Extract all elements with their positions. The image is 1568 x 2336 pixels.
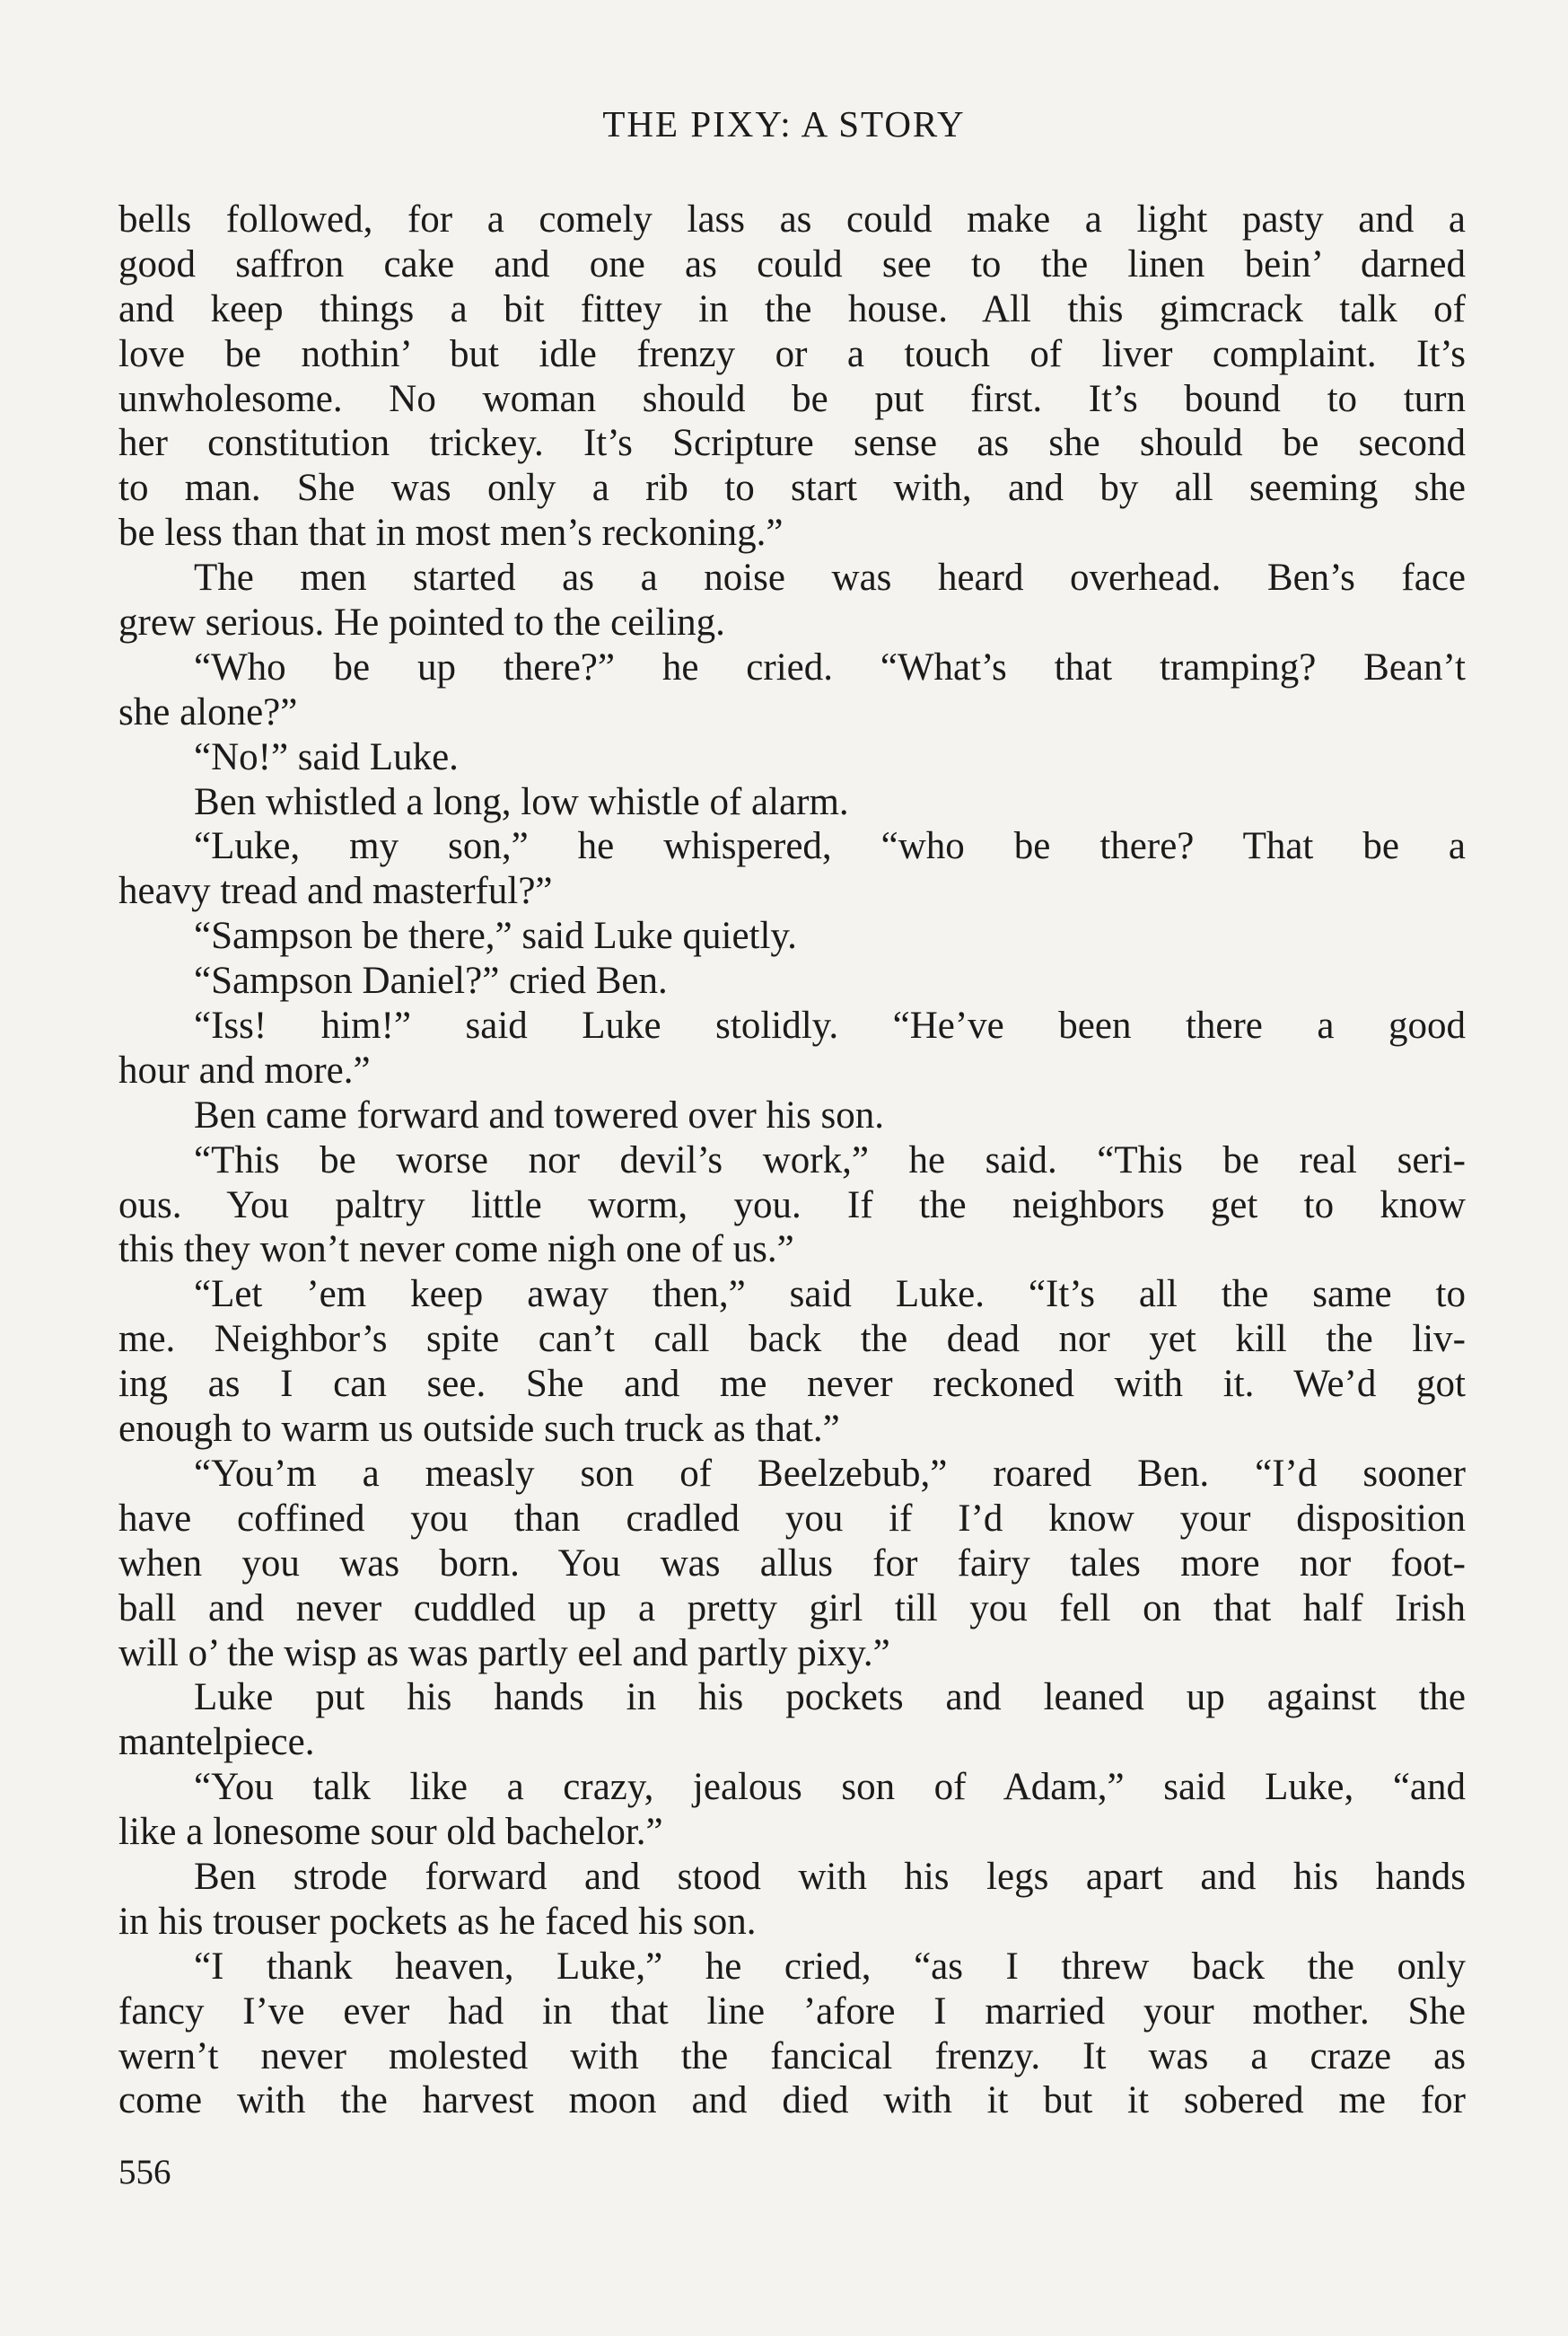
text-line: “Sampson be there,” said Luke quietly. <box>194 915 797 958</box>
text-line: mantelpiece. <box>118 1721 315 1764</box>
text-line: like a lonesome sour old bachelor.” <box>118 1811 663 1854</box>
text-line: “No!” said Luke. <box>194 735 459 778</box>
text-line: love be nothin’ but idle frenzy or a touch of liver complaint. It’s <box>118 332 1466 375</box>
text-line: enough to warm us outside such truck as that.” <box>118 1408 840 1451</box>
text-line: in his trouser pockets as he faced his son. <box>118 1900 757 1943</box>
text-line: “Iss! him!” said Luke stolidly. “He’ve been there a good <box>194 1005 1466 1048</box>
text-line: will o’ the wisp as was partly eel and partly pixy.” <box>118 1631 890 1674</box>
text-line: and keep things a bit fittey in the house. All this gimcrack talk of <box>118 287 1466 330</box>
text-line: “You’m a measly son of Beelzebub,” roared Ben. “I’d sooner <box>194 1452 1466 1495</box>
text-line: ball and never cuddled up a pretty girl till you fell on that half Irish <box>118 1586 1466 1629</box>
text-line: be less than that in most men’s reckoning.” <box>118 512 784 555</box>
text-line: hour and more.” <box>118 1049 371 1092</box>
text-line: ing as I can see. She and me never reckoned with it. We’d got <box>118 1363 1466 1406</box>
text-line: “You talk like a crazy, jealous son of Adam,” said Luke, “and <box>194 1766 1466 1809</box>
text-line: “Let ’em keep away then,” said Luke. “It’s all the same to <box>194 1273 1466 1316</box>
page-number: 556 <box>118 2153 171 2191</box>
body-text <box>118 198 1466 2123</box>
text-line: her constitution trickey. It’s Scripture sense as she should be second <box>118 422 1466 465</box>
text-line: “Luke, my son,” he whispered, “who be there? That be a <box>194 825 1466 868</box>
text-line: bells followed, for a comely lass as could make a light pasty and a <box>118 198 1466 241</box>
text-line: when you was born. You was allus for fairy tales more nor foot- <box>118 1541 1466 1585</box>
running-head: THE PIXY: A STORY <box>602 103 966 145</box>
text-line: have coffined you than cradled you if I’d know your disposition <box>118 1497 1466 1540</box>
text-line: Ben whistled a long, low whistle of alarm. <box>194 780 849 823</box>
text-line: “I thank heaven, Luke,” he cried, “as I threw back the only <box>194 1945 1466 1988</box>
text-line: unwholesome. No woman should be put first. It’s bound to turn <box>118 377 1466 420</box>
text-line: ous. You paltry little worm, you. If the neighbors get to know <box>118 1183 1466 1226</box>
text-line: come with the harvest moon and died with it but it sobered me for <box>118 2079 1466 2122</box>
text-line: The men started as a noise was heard overhead. Ben’s face <box>194 557 1466 600</box>
text-line: heavy tread and masterful?” <box>118 870 553 913</box>
text-line: Ben strode forward and stood with his legs apart and his hands <box>194 1855 1466 1898</box>
text-line: to man. She was only a rib to start with, and by all seeming she <box>118 467 1466 510</box>
text-line: me. Neighbor’s spite can’t call back the dead nor yet kill the liv- <box>118 1318 1466 1361</box>
text-line: Luke put his hands in his pockets and leaned up against the <box>194 1676 1466 1719</box>
text-line: this they won’t never come nigh one of us.” <box>118 1228 794 1271</box>
text-line: fancy I’ve ever had in that line ’afore I married your mother. She <box>118 1989 1466 2033</box>
text-line: “Sampson Daniel?” cried Ben. <box>194 960 668 1003</box>
text-line: grew serious. He pointed to the ceiling. <box>118 602 725 645</box>
text-line: wern’t never molested with the fancical frenzy. It was a craze as <box>118 2034 1466 2077</box>
text-line: Ben came forward and towered over his son. <box>194 1093 884 1137</box>
text-line: good saffron cake and one as could see to the linen bein’ darned <box>118 242 1466 285</box>
text-line: she alone?” <box>118 690 298 733</box>
text-line: “Who be up there?” he cried. “What’s that tramping? Bean’t <box>194 645 1466 689</box>
text-line: “This be worse nor devil’s work,” he said. “This be real seri- <box>194 1138 1466 1181</box>
